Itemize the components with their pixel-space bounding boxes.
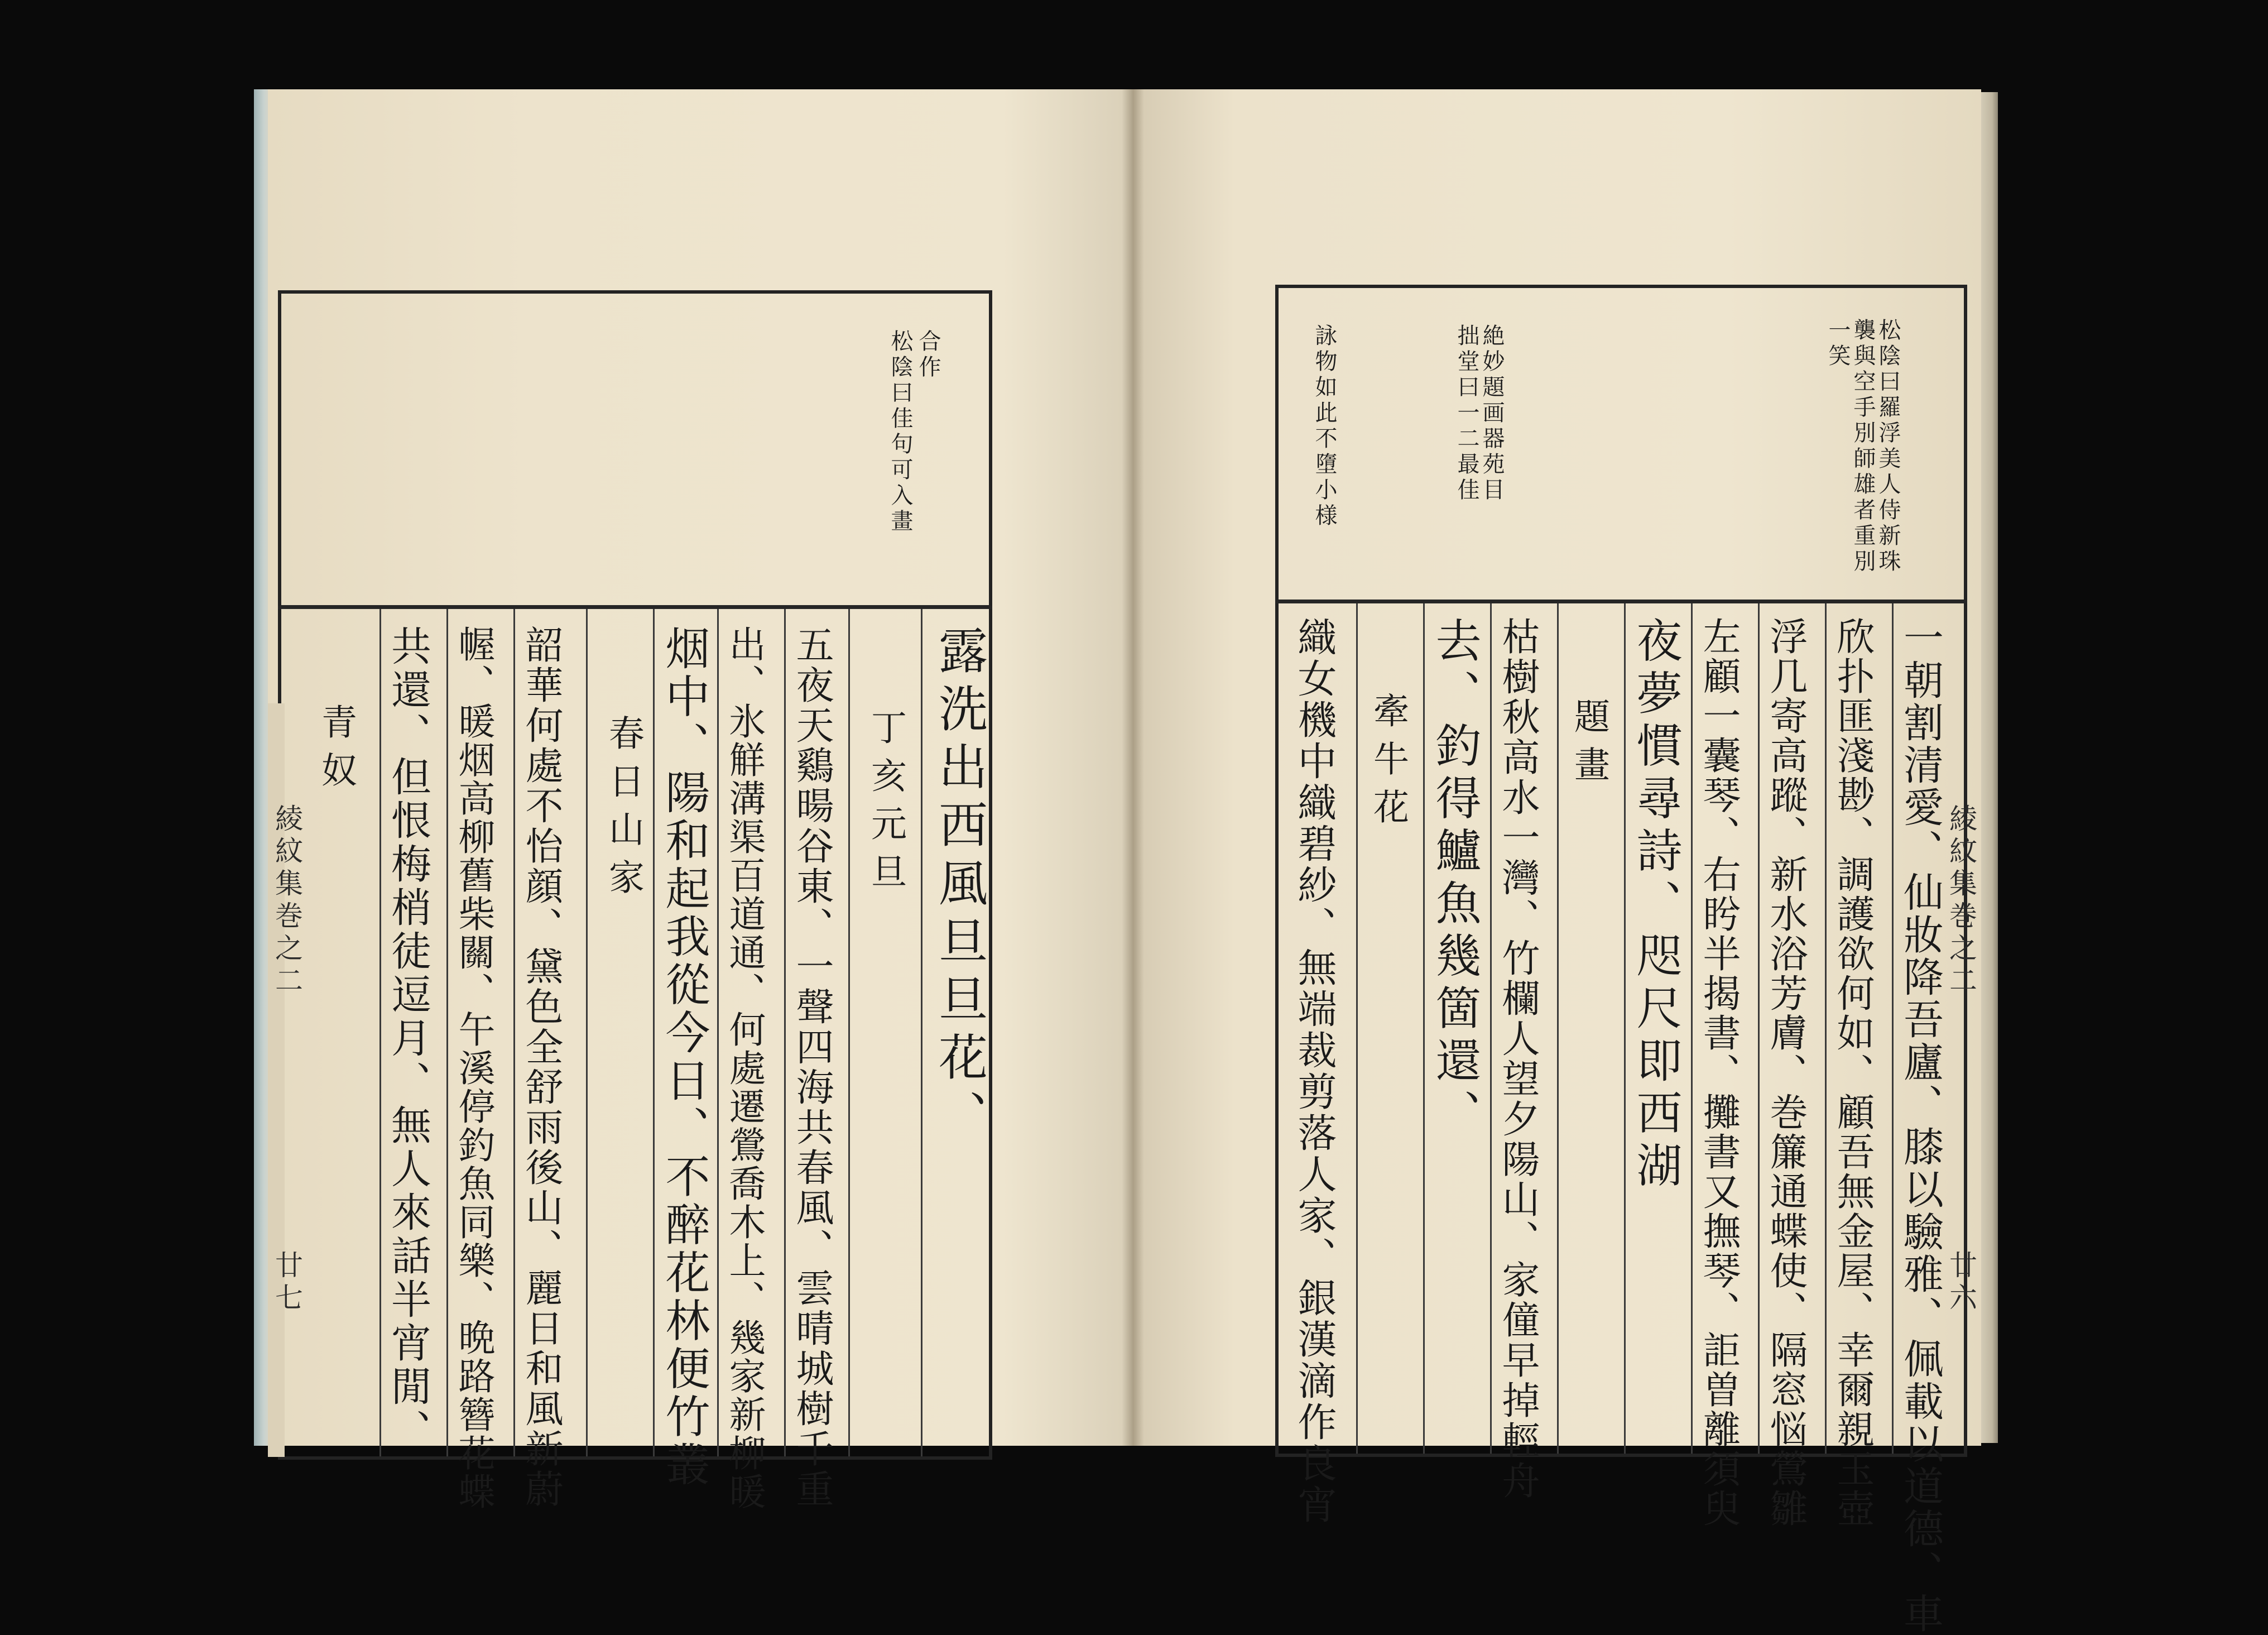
column-rule	[1557, 603, 1559, 1454]
text-column-8: 去、釣得鱸魚幾箇還、	[1428, 617, 1481, 1142]
column-rule	[921, 609, 922, 1456]
left-header-frame	[278, 290, 992, 608]
text-column-2: 欣扑匪淺尠、調護欲何如、顧吾無金屋、幸爾親玉壺	[1830, 617, 1875, 1528]
text-column-4: 左顧一囊琴、右盻半揭書、攤書又撫琴、詎曽離須臾	[1697, 617, 1741, 1528]
right-page	[1133, 89, 1981, 1635]
column-rule	[379, 609, 381, 1456]
right-margin-title: 綾紋集巻之二	[1945, 804, 1977, 998]
text-column-6: 春日山家	[603, 715, 644, 907]
text-column-1: 一朝割清愛、仙妝降吾廬、膝以驗雅、佩載以道德、車	[1897, 617, 1944, 1635]
text-column-5: 夜夢慣尋詩、咫尺即西湖	[1629, 617, 1682, 1194]
column-rule	[446, 609, 448, 1456]
right-header-note-4: 絶妙題画器苑目	[1479, 324, 1505, 504]
right-frame-divider	[1275, 600, 1967, 603]
text-column-5: 烟中、陽和起我從今日、不醉花林便竹叢	[658, 625, 710, 1489]
text-column-7: 韶華何處不怡顔、黛色全舒雨後山、麗日和風新蔚	[519, 625, 563, 1509]
column-rule	[653, 609, 655, 1456]
column-rule	[1825, 603, 1827, 1454]
column-rule	[1892, 603, 1894, 1454]
text-column-9: 共還、但恨梅梢徒逗月、無人來話半宵閒、	[385, 625, 431, 1452]
column-rule	[717, 609, 719, 1456]
right-header-note-2: 襲與空手別師雄者重別	[1850, 318, 1876, 575]
column-rule	[848, 609, 850, 1456]
left-header-note-2: 松陰曰佳句可入畫	[887, 329, 913, 535]
left-frame-divider	[278, 606, 992, 609]
column-rule	[1758, 603, 1760, 1454]
text-column-2: 丁亥元旦	[865, 709, 906, 901]
left-page	[268, 89, 1133, 1511]
right-header-note-1: 松陰曰羅浮美人侍新珠	[1875, 318, 1901, 575]
text-column-9: 牽牛花	[1367, 692, 1409, 836]
right-header-note-3: 一笑	[1825, 318, 1851, 370]
left-header-note-1: 合作	[915, 329, 941, 381]
column-rule	[1624, 603, 1626, 1454]
text-column-8: 幄、暖烟高柳舊柴關、午溪停釣魚同樂、晩路簪花蝶	[452, 625, 495, 1511]
right-header-note-6: 詠物如此不墮小様	[1311, 324, 1337, 529]
column-rule	[784, 609, 786, 1456]
column-rule	[513, 609, 515, 1456]
right-header-note-5: 拙堂曰一二最佳	[1454, 324, 1479, 504]
text-column-6: 題畫	[1568, 698, 1609, 794]
text-column-10: 青奴	[315, 703, 357, 799]
text-column-7: 枯樹秋高水一灣、竹欄人望夕陽山、家僮早掉輕舟	[1496, 617, 1540, 1501]
text-column-10: 織女機中織碧紗、無端裁剪落人家、銀漢滴作良宵	[1291, 617, 1337, 1526]
column-rule	[1490, 603, 1492, 1454]
book-gutter	[1122, 89, 1144, 1446]
column-rule	[1423, 603, 1425, 1454]
left-margin-folio: 廿七	[271, 1250, 303, 1315]
column-rule	[1356, 603, 1358, 1454]
text-column-1: 露洗出西風旦旦花、	[931, 625, 988, 1148]
column-rule	[586, 609, 588, 1456]
text-column-3: 五夜天鷄暘谷東、一聲四海共春風、雲晴城樹千重	[790, 625, 834, 1509]
column-rule	[1691, 603, 1693, 1454]
left-margin-title: 綾紋集巻之二	[271, 804, 303, 998]
book-edge-right	[1978, 92, 1998, 1443]
text-column-4: 出、氷觧溝渠百道通、何處遷鶯喬木上、幾家新柳暖	[723, 625, 766, 1511]
right-margin-folio: 廿六	[1945, 1250, 1977, 1315]
text-column-3: 浮几寄高蹤、新水浴芳膚、巻簾通蝶使、隔窓悩鶯雛	[1764, 617, 1808, 1528]
